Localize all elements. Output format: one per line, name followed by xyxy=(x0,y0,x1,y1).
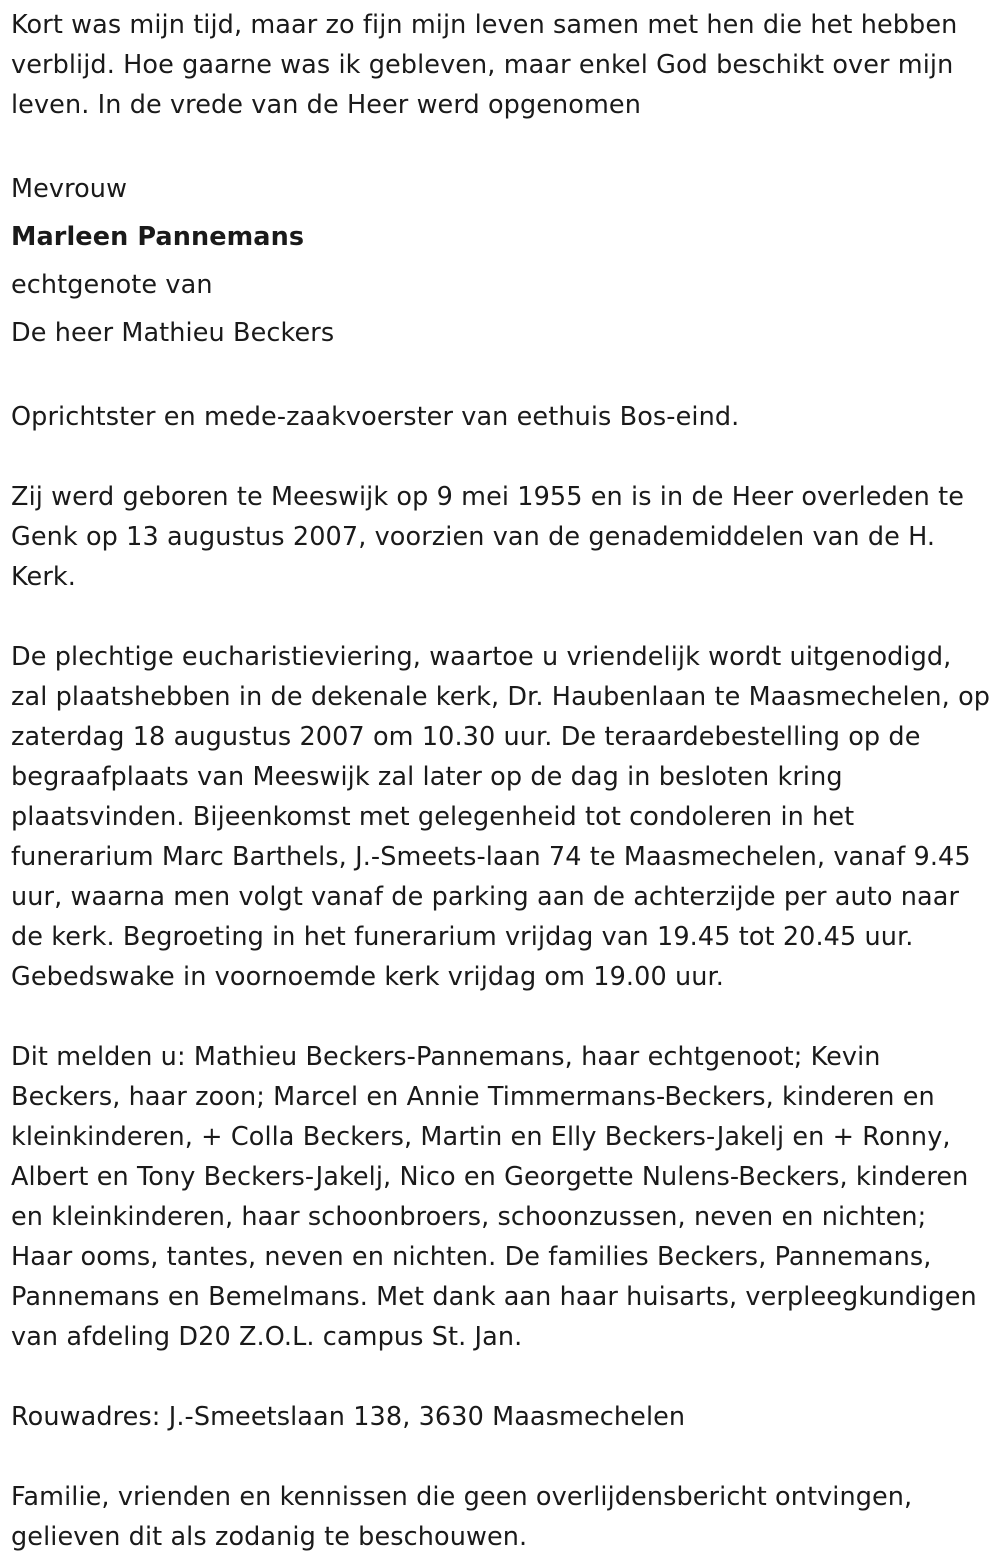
obituary-text xyxy=(11,5,993,1557)
intro-paragraph: Kort was mijn tijd, maar zo fijn mijn leven samen met hen die het hebben verblijd. Hoe gaarne was ik gebleven, maar enkel God beschikt over mijn leven. In de vrede van de Heer werd opgenomen xyxy=(11,10,958,120)
family-paragraph: Dit melden u: Mathieu Beckers-Pannemans, haar echtgenoot; Kevin Beckers, haar zoon; Marcel en Annie Timmermans-Beckers, kinderen en kleinkinderen, + Colla Beckers, Martin en Elly Beckers-Jakelj en + Ronny, Albert en Tony Beckers-Jakelj, Nico en Georgette Nulens-Beckers, kinderen en kleinkinderen, haar schoonbroers, schoonzussen, neven en nichten; Haar ooms, tantes, neven en nichten. De families Beckers, Pannemans, Pannemans en Bemelmans. Met dank aan haar huisarts, verpleegkundigen van afdeling D20 Z.O.L. campus St. Jan. xyxy=(11,1042,977,1352)
address-paragraph: Rouwadres: J.-Smeetslaan 138, 3630 Maasmechelen xyxy=(11,1402,686,1432)
spacer xyxy=(11,125,993,165)
spacer xyxy=(11,437,993,477)
occupation-paragraph: Oprichtster en mede-zaakvoerster van eethuis Bos-eind. xyxy=(11,402,740,432)
closing-paragraph: Familie, vrienden en kennissen die geen overlijdensbericht ontvingen, gelieven dit als zodanig te beschouwen. xyxy=(11,1482,913,1552)
spouse-name: De heer Mathieu Beckers xyxy=(11,318,335,348)
ceremony-paragraph: De plechtige eucharistieviering, waartoe u vriendelijk wordt uitgenodigd, zal plaatshebben in de dekenale kerk, Dr. Haubenlaan te Maasmechelen, op zaterdag 18 augustus 2007 om 10.30 uur. De teraardebestelling op de begraafplaats van Meeswijk zal later op de dag in besloten kring plaatsvinden. Bijeenkomst met gelegenheid tot condoleren in het funerarium Marc Barthels, J.-Smeets-laan 74 te Maasmechelen, vanaf 9.45 uur, waarna men volgt vanaf de parking aan de achterzijde per auto naar de kerk. Begroeting in het funerarium vrijdag van 19.45 tot 20.45 uur. Gebedswake in voornoemde kerk vrijdag om 19.00 uur. xyxy=(11,642,991,992)
spacer xyxy=(11,357,993,397)
spacer xyxy=(11,1437,993,1477)
relation-line: echtgenote van xyxy=(11,270,213,300)
spacer xyxy=(11,997,993,1037)
birth-death-paragraph: Zij werd geboren te Meeswijk op 9 mei 1955 en is in de Heer overleden te Genk op 13 augustus 2007, voorzien van de genademiddelen van de H. Kerk. xyxy=(11,482,965,592)
spacer xyxy=(11,1357,993,1397)
deceased-name: Marleen Pannemans xyxy=(11,222,305,252)
title-line: Mevrouw xyxy=(11,174,128,204)
spacer xyxy=(11,597,993,637)
